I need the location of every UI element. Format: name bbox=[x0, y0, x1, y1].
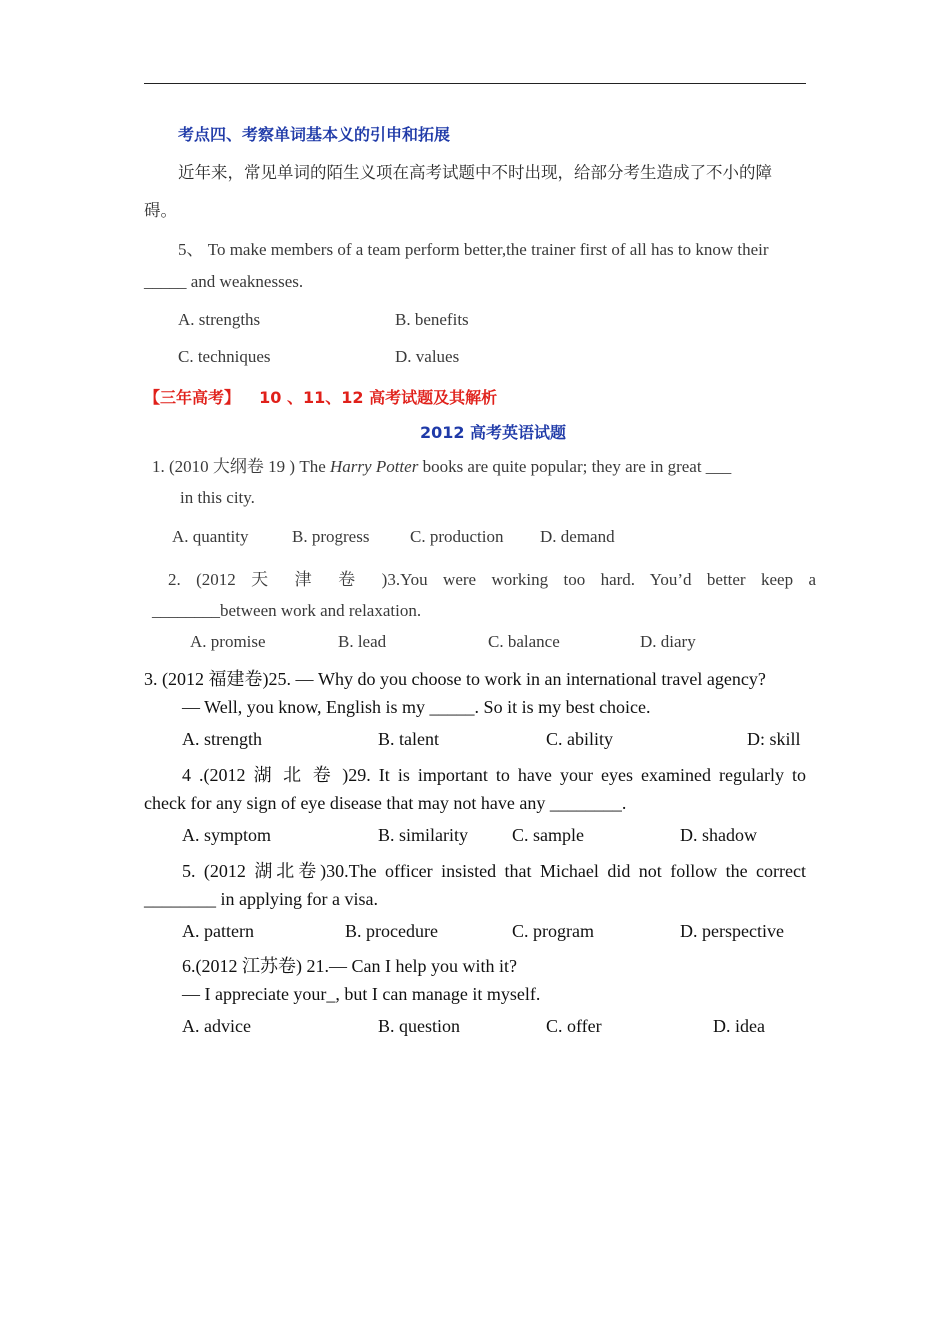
q1-title-italic: Harry Potter bbox=[330, 457, 419, 476]
q1-option-d: D. demand bbox=[540, 527, 615, 546]
kaodian-q5-option-d: D. values bbox=[395, 347, 460, 366]
q3-line2: — Well, you know, English is my _____. So it is my best choice. bbox=[182, 697, 651, 717]
kaodian-heading: 考点四、考察单词基本义的引申和拓展 bbox=[178, 125, 451, 144]
q4-line1: 4 .(2012 湖 北 卷 )29. It is important to have your eyes examined regularly to bbox=[182, 765, 806, 785]
section-heading bbox=[144, 385, 497, 408]
q6-option-a: A. advice bbox=[182, 1016, 251, 1036]
kaodian-q5-option-a: A. strengths bbox=[178, 310, 261, 329]
q3-option-c: C. ability bbox=[546, 729, 613, 749]
q3-option-a: A. strength bbox=[182, 729, 262, 749]
kaodian-q5-option-b: B. benefits bbox=[395, 310, 469, 329]
q5b-option-c: C. program bbox=[512, 921, 594, 941]
q2-option-c: C. balance bbox=[488, 632, 560, 651]
q6-option-c: C. offer bbox=[546, 1016, 602, 1036]
q1-line1-post: books are quite popular; they are in great ___ bbox=[418, 457, 732, 476]
q2-option-d: D. diary bbox=[640, 632, 696, 651]
q5b-line1: 5. (2012 湖北卷)30.The officer insisted that Michael did not follow the correct bbox=[182, 861, 806, 881]
section-tag: 【三年高考】 bbox=[144, 388, 241, 407]
q1-line1 bbox=[152, 452, 731, 477]
q4-line2: check for any sign of eye disease that may not have any ________. bbox=[144, 793, 627, 813]
section-subtitle: 2012 高考英语试题 bbox=[419, 423, 567, 442]
q6-option-b: B. question bbox=[378, 1016, 461, 1036]
q2-line2: ________between work and relaxation. bbox=[152, 601, 422, 620]
section-title: 10 、11、12 高考试题及其解析 bbox=[259, 388, 498, 407]
kaodian-intro-line2: 碍。 bbox=[144, 201, 177, 220]
q1-line1-pre: 1. (2010 大纲卷 19 ) The bbox=[152, 457, 331, 476]
kaodian-intro-line1: 近年来，常见单词的陌生义项在高考试题中不时出现，给部分考生造成了不小的障 bbox=[178, 163, 772, 182]
q4-option-a: A. symptom bbox=[182, 825, 272, 845]
kaodian-q5-line1: 5、 To make members of a team perform better,the trainer first of all has to know their bbox=[178, 240, 769, 259]
q1-option-c: C. production bbox=[410, 527, 504, 546]
q6-option-d: D. idea bbox=[713, 1016, 765, 1036]
q1-option-a: A. quantity bbox=[172, 527, 249, 546]
q4-option-b: B. similarity bbox=[378, 825, 468, 845]
q1-option-b: B. progress bbox=[292, 527, 370, 546]
header-rule bbox=[144, 83, 806, 84]
q6-line1: 6.(2012 江苏卷) 21.— Can I help you with it? bbox=[182, 956, 517, 976]
q5b-option-a: A. pattern bbox=[182, 921, 254, 941]
q1-line2: in this city. bbox=[180, 488, 255, 507]
q2-line1: 2. (2012 天 津 卷 )3.You were working too hard. You’d better keep a bbox=[168, 570, 816, 589]
q5b-option-b: B. procedure bbox=[345, 921, 438, 941]
q5b-option-d: D. perspective bbox=[680, 921, 784, 941]
kaodian-q5-line2: _____ and weaknesses. bbox=[144, 272, 304, 291]
q4-option-c: C. sample bbox=[512, 825, 584, 845]
q3-line1: 3. (2012 福建卷)25. — Why do you choose to work in an international travel agency? bbox=[144, 669, 766, 689]
q3-option-d: D: skill bbox=[747, 729, 801, 749]
q2-option-a: A. promise bbox=[190, 632, 266, 651]
q3-option-b: B. talent bbox=[378, 729, 439, 749]
q2-option-b: B. lead bbox=[338, 632, 387, 651]
q5b-line2: ________ in applying for a visa. bbox=[144, 889, 378, 909]
q4-option-d: D. shadow bbox=[680, 825, 757, 845]
q6-line2: — I appreciate your_, but I can manage it myself. bbox=[182, 984, 541, 1004]
kaodian-q5-option-c: C. techniques bbox=[178, 347, 271, 366]
